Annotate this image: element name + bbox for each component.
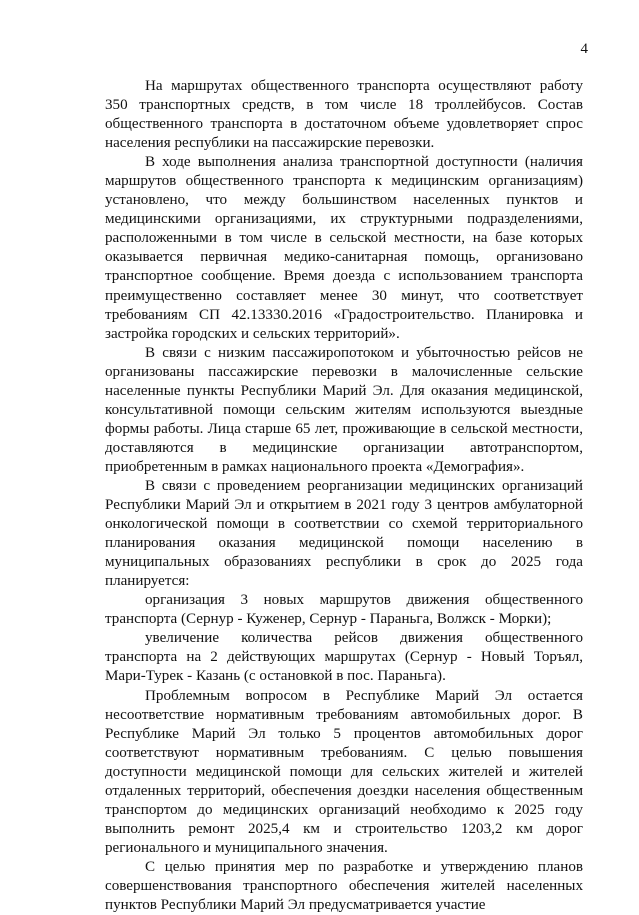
paragraph-reorganization-plan: В связи с проведением реорганизации медицинских организаций Республики Марий Эл и открытием в 2021 году 3 центров амбулаторной онкологической помощи в соответствии со схемой территориального планирования оказания медицинской помощи населению в муниципальных образованиях республики в срок до 2025 года планируется:	[105, 477, 583, 590]
page-number: 4	[580, 41, 588, 57]
paragraph-transport-plans: С целью принятия мер по разработке и утверждению планов совершенствования транспортного обеспечения жителей населенных пунктов Республики Марий Эл предусматривается участие	[105, 858, 583, 914]
paragraph-transport-fleet: На маршрутах общественного транспорта осуществляют работу 350 транспортных средств, в том числе 18 троллейбусов. Состав общественного транспорта в достаточном объеме удовлетворяет спрос населения республики на пассажирские перевозки.	[105, 78, 583, 152]
document-body	[105, 77, 583, 915]
paragraph-new-routes: организация 3 новых маршрутов движения общественного транспорта (Сернур - Куженер, Сернур - Параньга, Волжск - Морки);	[105, 592, 583, 628]
paragraph-more-trips: увеличение количества рейсов движения общественного транспорта на 2 действующих маршрутах (Сернур - Новый Торъял, Мари-Турек - Казань (с остановкой в пос. Параньга).	[105, 630, 583, 685]
paragraph-accessibility-analysis: В ходе выполнения анализа транспортной доступности (наличия маршрутов общественного транспорта к медицинским организациям) установлено, что между большинством населенных пунктов и медицинскими организациями, их структурными подразделениями, расположенными в том числе в сельской местности, на базе которых оказывается первичная медико-санитарная помощь, организовано транспортное сообщение. Время доезда с использованием транспорта преимущественно составляет менее 30 минут, что соответствует требованиям СП 42.13330.2016 «Градостроительство. Планировка и застройка городских и сельских территорий».	[105, 154, 583, 342]
paragraph-road-problem: Проблемным вопросом в Республике Марий Эл остается несоответствие нормативным требованиям автомобильных дорог. В Республике Марий Эл только 5 процентов автомобильных дорог соответствуют нормативным требованиям. С целью повышения доступности медицинской помощи для сельских жителей и жителей отдаленных территорий, обеспечения доездки населения общественным транспортом до медицинских организаций необходимо к 2025 году выполнить ремонт 2025,4 км и строительство 1203,2 км дорог регионального и муниципального значения.	[105, 687, 583, 856]
paragraph-rural-settlements: В связи с низким пассажиропотоком и убыточностью рейсов не организованы пассажирские перевозки в малочисленные сельские населенные пункты Республики Марий Эл. Для оказания медицинской, консультативной помощи сельским жителям используются выездные формы работы. Лица старше 65 лет, проживающие в сельской местности, доставляются в медицинские организации автотранспортом, приобретенным в рамках национального проекта «Демография».	[105, 344, 583, 475]
